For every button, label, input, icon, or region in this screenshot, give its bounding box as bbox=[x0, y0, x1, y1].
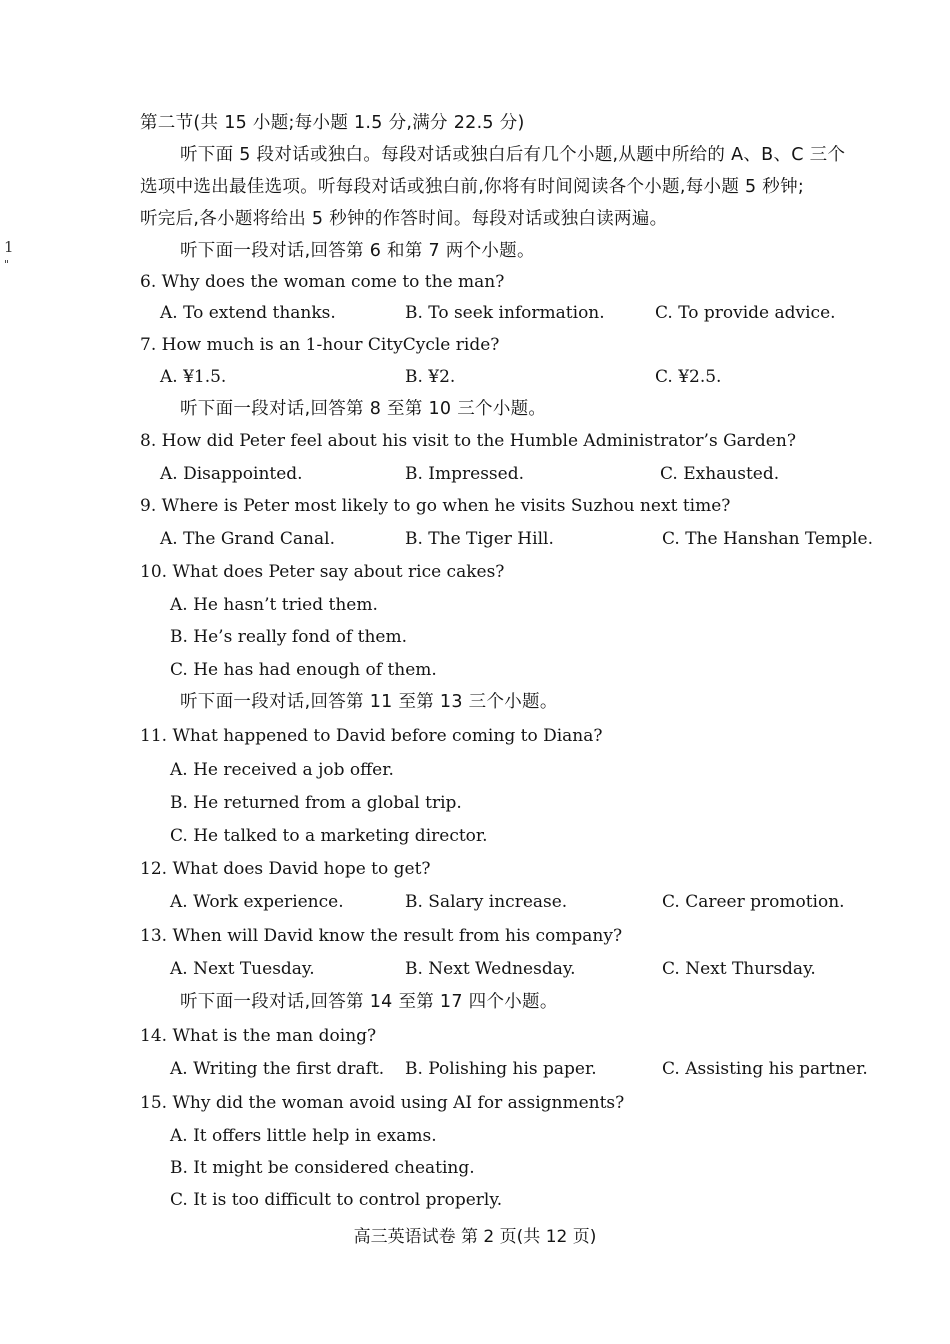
option-b: B. Next Wednesday. bbox=[405, 959, 576, 979]
option-a: A. He hasn’t tried them. bbox=[170, 595, 378, 615]
dialogue-intro: 听下面一段对话,回答第 8 至第 10 三个小题。 bbox=[180, 399, 547, 419]
option-a: A. Work experience. bbox=[170, 892, 344, 912]
dialogue-intro: 听下面一段对话,回答第 11 至第 13 三个小题。 bbox=[180, 692, 558, 712]
section-heading: 第二节(共 15 小题;每小题 1.5 分,满分 22.5 分) bbox=[140, 113, 525, 133]
option-c: C. Next Thursday. bbox=[662, 959, 816, 979]
option-c: C. He talked to a marketing director. bbox=[170, 826, 488, 846]
option-a: A. Disappointed. bbox=[160, 464, 303, 484]
option-b: B. Polishing his paper. bbox=[405, 1059, 597, 1079]
instruction-line-2: 选项中选出最佳选项。听每段对话或独白前,你将有时间阅读各个小题,每小题 5 秒钟; bbox=[140, 177, 805, 197]
page-footer: 高三英语试卷 第 2 页(共 12 页) bbox=[353, 1227, 597, 1247]
option-a: A. He received a job offer. bbox=[170, 760, 394, 780]
dialogue-intro: 听下面一段对话,回答第 6 和第 7 两个小题。 bbox=[180, 241, 535, 261]
option-c: C. He has had enough of them. bbox=[170, 660, 437, 680]
option-c: C. Exhausted. bbox=[660, 464, 780, 484]
option-c: C. Career promotion. bbox=[662, 892, 845, 912]
question-stem: 14. What is the man doing? bbox=[140, 1026, 377, 1046]
option-c: C. The Hanshan Temple. bbox=[662, 529, 874, 549]
question-stem: 11. What happened to David before coming to Diana? bbox=[140, 726, 603, 746]
question-stem: 12. What does David hope to get? bbox=[140, 859, 431, 879]
option-a: A. The Grand Canal. bbox=[160, 529, 335, 549]
margin-mark: 1 bbox=[4, 238, 14, 256]
instruction-line-1: 听下面 5 段对话或独白。每段对话或独白后有几个小题,从题中所给的 A、B、C 三个 bbox=[180, 145, 846, 165]
question-stem: 15. Why did the woman avoid using AI for assignments? bbox=[140, 1093, 625, 1113]
option-c: C. ¥2.5. bbox=[655, 367, 722, 387]
question-stem: 6. Why does the woman come to the man? bbox=[140, 272, 505, 292]
option-b: B. The Tiger Hill. bbox=[405, 529, 554, 549]
option-c: C. It is too difficult to control properly. bbox=[170, 1190, 503, 1210]
margin-mark: " bbox=[4, 258, 10, 271]
option-b: B. Salary increase. bbox=[405, 892, 568, 912]
dialogue-intro: 听下面一段对话,回答第 14 至第 17 四个小题。 bbox=[180, 992, 558, 1012]
question-stem: 13. When will David know the result from his company? bbox=[140, 926, 623, 946]
option-a: A. To extend thanks. bbox=[160, 303, 336, 323]
option-a: A. Next Tuesday. bbox=[170, 959, 315, 979]
option-b: B. He returned from a global trip. bbox=[170, 793, 462, 813]
question-stem: 10. What does Peter say about rice cakes? bbox=[140, 562, 505, 582]
option-b: B. ¥2. bbox=[405, 367, 456, 387]
option-b: B. He’s really fond of them. bbox=[170, 627, 407, 647]
option-b: B. Impressed. bbox=[405, 464, 524, 484]
option-a: A. Writing the first draft. bbox=[170, 1059, 385, 1079]
option-a: A. ¥1.5. bbox=[160, 367, 227, 387]
question-stem: 8. How did Peter feel about his visit to the Humble Administrator’s Garden? bbox=[140, 431, 796, 451]
option-c: C. Assisting his partner. bbox=[662, 1059, 868, 1079]
option-b: B. It might be considered cheating. bbox=[170, 1158, 475, 1178]
question-stem: 7. How much is an 1-hour CityCycle ride? bbox=[140, 335, 500, 355]
option-c: C. To provide advice. bbox=[655, 303, 836, 323]
option-a: A. It offers little help in exams. bbox=[170, 1126, 437, 1146]
question-stem: 9. Where is Peter most likely to go when he visits Suzhou next time? bbox=[140, 496, 731, 516]
option-b: B. To seek information. bbox=[405, 303, 605, 323]
instruction-line-3: 听完后,各小题将给出 5 秒钟的作答时间。每段对话或独白读两遍。 bbox=[140, 209, 668, 229]
